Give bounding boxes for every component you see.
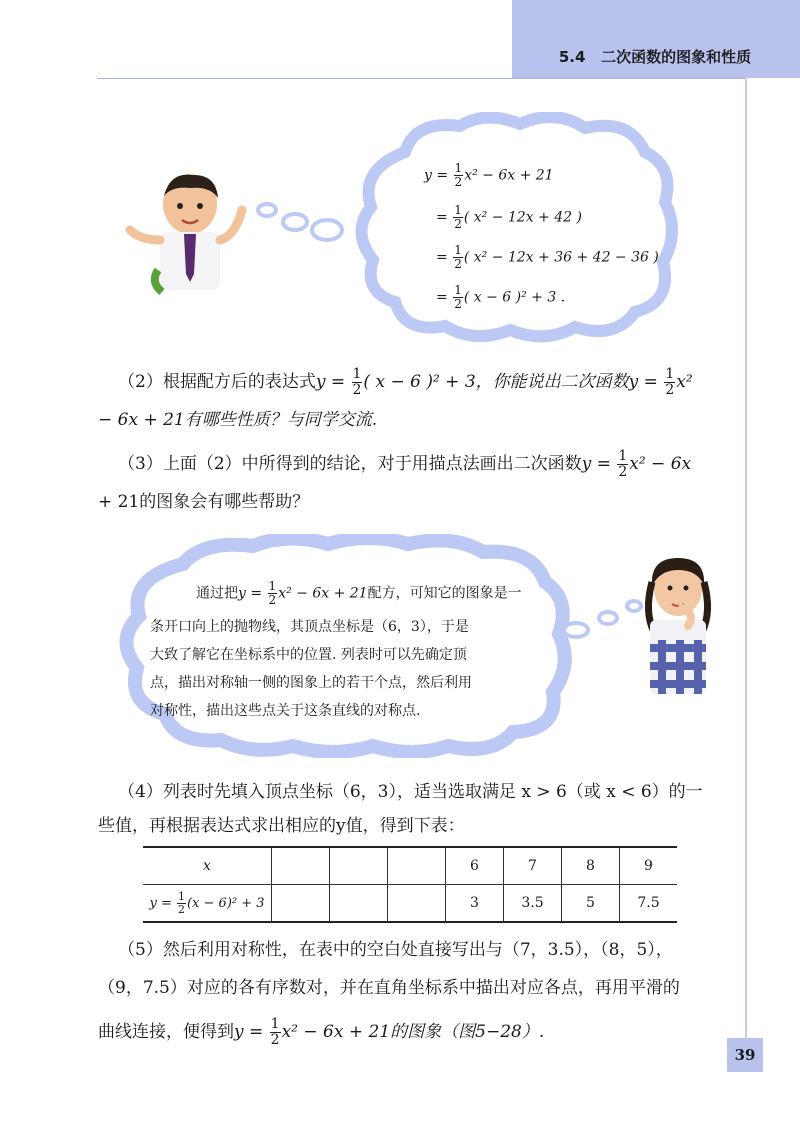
- table-cell: [330, 885, 388, 923]
- q5-line-3: 曲线连接，便得到y = $\frac{1}{2}$ x² − 6x + 21的图象（图5−28）.: [98, 1016, 545, 1048]
- eq-line-4: = $\frac{1}{2}$ ( x − 6 )² + 3 .: [436, 283, 566, 311]
- q2-line-2: − 6x + 21有哪些性质？与同学交流.: [98, 410, 378, 430]
- header-rule: [97, 78, 745, 79]
- table-row-y: [143, 885, 677, 923]
- q5-line-2: （9，7.5）对应的各有序数对，并在直角坐标系中描出对应各点，再用平滑的: [98, 978, 680, 998]
- thought-dots-1: [255, 196, 345, 246]
- cloud2-line-5: 对称性，描出这些点关于这条直线的对称点.: [150, 703, 421, 719]
- q2-line-1: （2）根据配方后的表达式y = $\frac{1}{2}$ ( x − 6 )² + 3，你能说出二次函数y = $\frac{1}{2}$ x²: [118, 366, 693, 398]
- page-number: 39: [734, 1046, 756, 1064]
- table-cell: [272, 847, 330, 885]
- boy-illustration: [120, 170, 260, 295]
- q4-line-2: 些值，再根据表达式求出相应的y值，得到下表：: [98, 816, 465, 836]
- table-cell: 7: [504, 847, 562, 885]
- girl-illustration: [636, 552, 718, 697]
- eq-line-2: = $\frac{1}{2}$ ( x² − 12x + 42 ): [436, 203, 582, 231]
- q4-line-1: （4）列表时先填入顶点坐标（6，3），适当选取满足 x > 6（或 x < 6）的一: [118, 782, 703, 802]
- table-cell: 7.5: [620, 885, 678, 923]
- table-cell: [272, 885, 330, 923]
- table-cell: [388, 847, 446, 885]
- table-cell: 5: [562, 885, 620, 923]
- side-strip: [745, 78, 747, 1038]
- table-cell: 8: [562, 847, 620, 885]
- values-table: [143, 846, 677, 923]
- table-cell: 6: [446, 847, 504, 885]
- q5-line-1: （5）然后利用对称性，在表中的空白处直接写出与（7，3.5），（8，5），: [118, 940, 673, 960]
- cloud2-line-2: 条开口向上的抛物线，其顶点坐标是（6，3），于是: [150, 619, 469, 635]
- q3-line-1: （3）上面（2）中所得到的结论，对于用描点法画出二次函数y = $\frac{1}{2}$ x² − 6x: [118, 448, 692, 480]
- section-title: 5.4 二次函数的图象和性质: [558, 48, 752, 66]
- table-head-x: x: [143, 847, 272, 885]
- table-cell: 3: [446, 885, 504, 923]
- table-row-x: [143, 847, 677, 885]
- eq-line-1: y = $\frac{1}{2}$ x² − 6x + 21: [424, 161, 554, 189]
- cloud2-line-4: 点，描出对称轴一侧的图象上的若干个点，然后利用: [150, 675, 472, 691]
- cloud2-line-3: 大致了解它在坐标系中的位置. 列表时可以先确定顶: [150, 647, 467, 663]
- eq-line-3: = $\frac{1}{2}$ ( x² − 12x + 36 + 42 − 36 ): [436, 243, 659, 271]
- table-cell: [388, 885, 446, 923]
- cloud2-line-1: 通过把y = $\frac{1}{2}$ x² − 6x + 21配方，可知它的图象是一: [196, 579, 522, 607]
- table-cell: 9: [620, 847, 678, 885]
- table-cell: [330, 847, 388, 885]
- q3-line-2: + 21的图象会有哪些帮助？: [98, 492, 310, 512]
- table-cell: 3.5: [504, 885, 562, 923]
- table-head-y: y = $\frac{1}{2}$ (x − 6)² + 3: [143, 885, 272, 923]
